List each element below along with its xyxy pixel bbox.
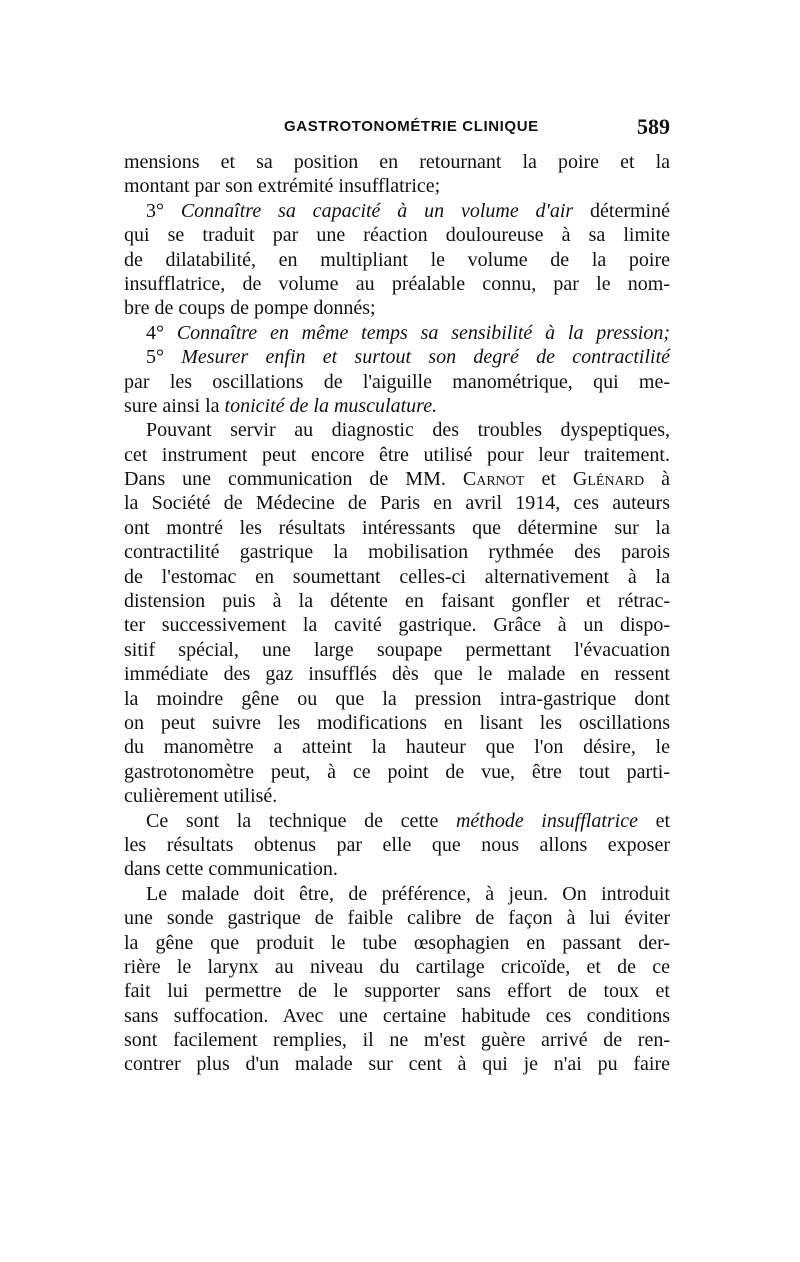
text-line: du manomètre a atteint la hauteur que l'on désire, le [124, 736, 670, 759]
running-title: GASTROTONOMÉTRIE CLINIQUE [284, 118, 539, 135]
text-line [124, 199, 670, 223]
text-line: de l'estomac en soumettant celles-ci alternativement à la [124, 565, 670, 588]
text-line: la moindre gêne ou que la pression intra-gastrique dont [124, 687, 670, 710]
text-line: Pouvant servir au diagnostic des troubles dyspeptiques, [146, 419, 670, 442]
text-line: une sonde gastrique de faible calibre de façon à lui éviter [124, 907, 670, 930]
italic-phrase: Mesurer enfin et surtout son degré de contractilité [181, 346, 671, 369]
text-line [124, 345, 670, 369]
italic-phrase: méthode insufflatrice [455, 809, 638, 832]
page-number: 589 [637, 114, 670, 139]
text-line: mensions et sa position en retournant la poire et la [124, 151, 670, 173]
text-line: montant par son extrémité insufflatrice; [124, 175, 441, 198]
text-line: contractilité gastrique la mobilisation rythmée des parois [124, 541, 670, 564]
text-line: qui se traduit par une réaction douloureuse à sa limite [124, 224, 670, 247]
author-name: Glénard [572, 468, 645, 491]
text-line [124, 467, 670, 491]
italic-phrase: Connaître sa capacité à un volume d'air [180, 199, 574, 222]
text-line: distension puis à la détente en faisant gonfler et rétrac- [124, 590, 670, 613]
text-line: bre de coups de pompe donnés; [124, 297, 376, 320]
text-line: dans cette communication. [124, 858, 338, 881]
text-run: et [524, 468, 573, 491]
text-line: ter successivement la cavité gastrique. Grâce à un dispo- [124, 614, 670, 637]
text-run: à [644, 468, 670, 491]
author-name: Carnot [462, 468, 525, 491]
italic-phrase: tonicité de la musculature. [224, 394, 438, 417]
text-run: 4° [146, 321, 177, 344]
text-line: rière le larynx au niveau du cartilage cricoïde, et de ce [124, 955, 670, 978]
text-line: la Société de Médecine de Paris en avril 1914, ces auteurs [124, 492, 670, 515]
text-line: fait lui permettre de le supporter sans effort de toux et [124, 980, 670, 1003]
text-line: par les oscillations de l'aiguille manométrique, qui me- [124, 370, 670, 393]
text-line: sans suffocation. Avec une certaine habitude ces conditions [124, 1004, 670, 1027]
text-line: de dilatabilité, en multipliant le volume de la poire [124, 248, 670, 271]
text-run: et [637, 809, 670, 832]
text-line: gastrotonomètre peut, à ce point de vue, être tout parti- [124, 760, 670, 783]
text-line: la gêne que produit le tube œsophagien en passant der- [124, 931, 670, 954]
text-line [124, 394, 670, 418]
text-line: on peut suivre les modifications en lisant les oscillations [124, 711, 670, 734]
text-line: contrer plus d'un malade sur cent à qui je n'ai pu faire [124, 1053, 670, 1076]
text-line: insufflatrice, de volume au préalable connu, par le nom- [124, 272, 670, 295]
italic-phrase: Connaître en même temps sa sensibilité à la pression; [176, 321, 670, 344]
text-line [124, 321, 670, 345]
text-line: ont montré les résultats intéressants que détermine sur la [124, 516, 670, 539]
text-run: Ce sont la technique de cette [146, 809, 456, 832]
text-line: immédiate des gaz insufflés dès que le malade en ressent [124, 663, 670, 686]
text-run: sure ainsi la [124, 394, 225, 417]
text-line: sitif spécial, une large soupape permettant l'évacuation [124, 638, 670, 661]
text-line [124, 809, 670, 833]
text-run: 5° [146, 346, 182, 369]
text-run: 3° [146, 199, 181, 222]
body-text [124, 150, 670, 1077]
text-line: cet instrument peut encore être utilisé pour leur traitement. [124, 443, 670, 466]
text-line: Le malade doit être, de préférence, à jeun. On introduit [146, 882, 670, 905]
text-line: culièrement utilisé. [124, 785, 278, 808]
text-run: Dans une communication de MM. [124, 468, 463, 491]
text-line: les résultats obtenus par elle que nous allons exposer [124, 833, 670, 856]
text-line: sont facilement remplies, il ne m'est guère arrivé de ren- [124, 1029, 670, 1052]
running-head [124, 114, 670, 142]
text-run: déterminé [573, 199, 670, 222]
